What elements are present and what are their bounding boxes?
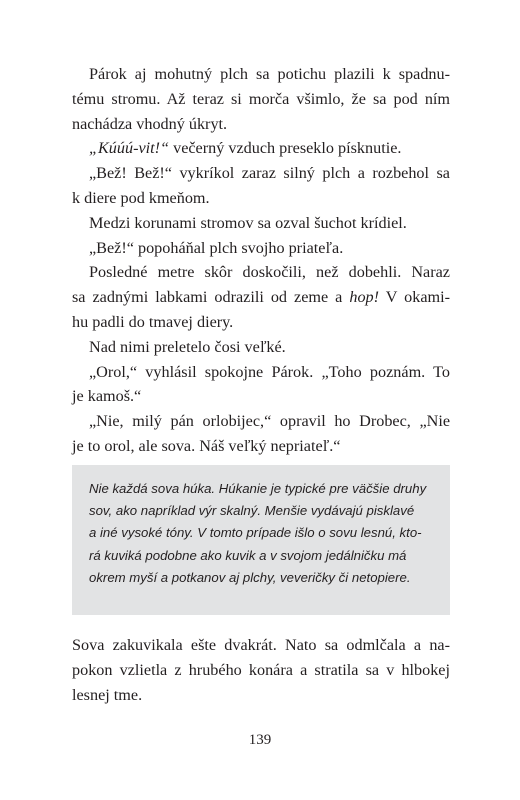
paragraph-4 (72, 211, 450, 236)
paragraph-10 (72, 633, 450, 707)
paragraph-2 (72, 136, 450, 161)
text-line: „Bež! Bež!“ vykríkol zaraz silný plch a rozbehol sa (89, 164, 450, 183)
paragraph-3 (72, 161, 450, 211)
paragraph-9 (72, 409, 450, 459)
text-line: je kamoš.“ (72, 387, 142, 406)
paragraph-7 (72, 335, 450, 360)
info-line: rá kuviká podobne ako kuvik a v svojom jedálničku má (89, 547, 407, 563)
text-line: pokon vzlietla z hrubého konára a stratila sa v hlbokej (72, 660, 450, 679)
text-line: lesnej tme. (72, 685, 143, 704)
text-line: nachádza vhodný úkryt. (72, 114, 228, 133)
text-line: „Nie, milý pán orlobijec,“ opravil ho Drobec, „Nie (89, 412, 450, 431)
text-line: Posledné metre skôr doskočili, než dobehli. Naraz (89, 263, 450, 282)
text-line: Nad nimi preletelo čosi veľké. (89, 337, 286, 356)
info-line: Nie každá sova húka. Húkanie je typické pre väčšie druhy (89, 481, 427, 496)
paragraph-5 (72, 236, 450, 261)
text-fragment: večerný vzduch preseklo písknutie. (169, 139, 402, 158)
text-line: k diere pod kmeňom. (72, 188, 210, 207)
info-box (72, 465, 450, 615)
story-text-bottom (72, 633, 450, 707)
text-fragment: V okami- (379, 288, 450, 307)
italic-word: hop! (349, 288, 380, 307)
text-line: tému stromu. Až teraz si morča všimlo, že sa pod ním (72, 89, 450, 108)
story-text-top (72, 62, 450, 459)
paragraph-6 (72, 260, 450, 334)
text-line: je to orol, ale sova. Náš veľký nepriateľ.“ (72, 436, 341, 455)
text-line (72, 285, 450, 310)
italic-exclamation: „Kúúú-vit!“ (89, 139, 170, 158)
text-fragment: sa zadnými labkami odrazili od zeme a (72, 288, 350, 307)
info-line: okrem myší a potkanov aj plchy, veveričky či netopiere. (89, 569, 411, 585)
text-line: Medzi korunami stromov sa ozval šuchot krídiel. (89, 213, 407, 232)
info-line: sov, ako napríklad výr skalný. Menšie vydávajú pisklavé (89, 503, 415, 519)
text-line: Sova zakuvikala ešte dvakrát. Nato sa odmlčala a na- (72, 636, 450, 654)
page-number: 139 (248, 732, 272, 748)
text-line: „Orol,“ vyhlásil spokojne Párok. „Toho poznám. To (89, 362, 450, 381)
paragraph-8 (72, 360, 450, 410)
text-line: Párok aj mohutný plch sa potichu plazili k spadnu- (89, 65, 450, 83)
text-line: hu padli do tmavej diery. (72, 312, 234, 331)
info-line: a iné vysoké tóny. V tomto prípade išlo o sovu lesnú, kto- (89, 525, 422, 541)
text-line (72, 136, 450, 161)
paragraph-1 (72, 62, 450, 136)
text-line: „Bež!“ popoháňal plch svojho priateľa. (89, 238, 344, 257)
